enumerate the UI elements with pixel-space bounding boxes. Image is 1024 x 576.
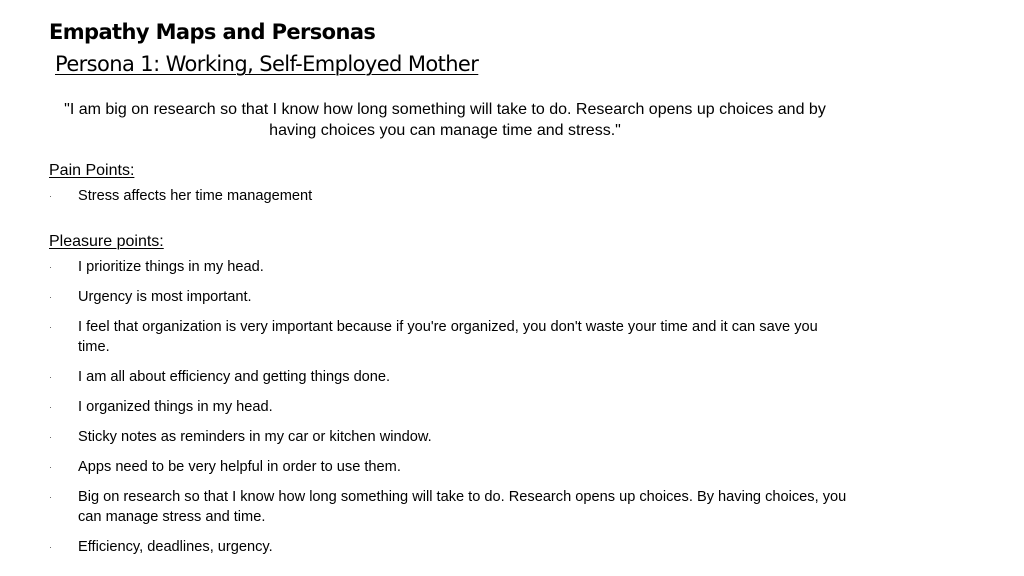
bullet-icon: · [49,542,52,552]
list-item-text: I am all about efficiency and getting things done. [78,369,391,385]
list-item-text: I organized things in my head. [78,399,273,415]
list-item-text: I prioritize things in my head. [78,259,264,275]
bullet-icon: · [49,322,52,332]
list-item-text: Urgency is most important. [78,289,252,305]
pain-points-list [49,186,849,216]
list-item [49,427,849,447]
bullet-icon: · [49,372,52,382]
list-item-text: Big on research so that I know how long something will take to do. Research opens up choices. By having choices, you can manage stress and time. [78,489,847,525]
list-item-text: I feel that organization is very important because if you're organized, you don't waste your time and it can save you time. [78,319,818,355]
list-item-text: Apps need to be very helpful in order to use them. [78,459,401,475]
list-item [49,487,849,527]
bullet-icon: · [49,402,52,412]
list-item-text: Stress affects her time management [78,188,313,204]
list-item [49,257,849,277]
pleasure-points-heading: Pleasure points: [49,233,164,250]
list-item [49,317,849,357]
persona-quote: "I am big on research so that I know how long something will take to do. Research opens up choices and by having choices you can manage time and stress." [64,101,826,139]
list-item [49,367,849,387]
list-item-text: Efficiency, deadlines, urgency. [78,539,273,555]
bullet-icon: · [49,191,52,201]
list-item-text: Sticky notes as reminders in my car or kitchen window. [78,429,432,445]
bullet-icon: · [49,292,52,302]
bullet-icon: · [49,492,52,502]
list-item [49,537,849,557]
persona-subtitle: Persona 1: Working, Self-Employed Mother [55,52,479,76]
list-item [49,457,849,477]
bullet-icon: · [49,432,52,442]
list-item [49,186,849,206]
pleasure-points-list [49,257,849,567]
list-item [49,397,849,417]
bullet-icon: · [49,262,52,272]
bullet-icon: · [49,462,52,472]
page-title: Empathy Maps and Personas [49,20,376,44]
pain-points-heading: Pain Points: [49,162,135,179]
list-item [49,287,849,307]
